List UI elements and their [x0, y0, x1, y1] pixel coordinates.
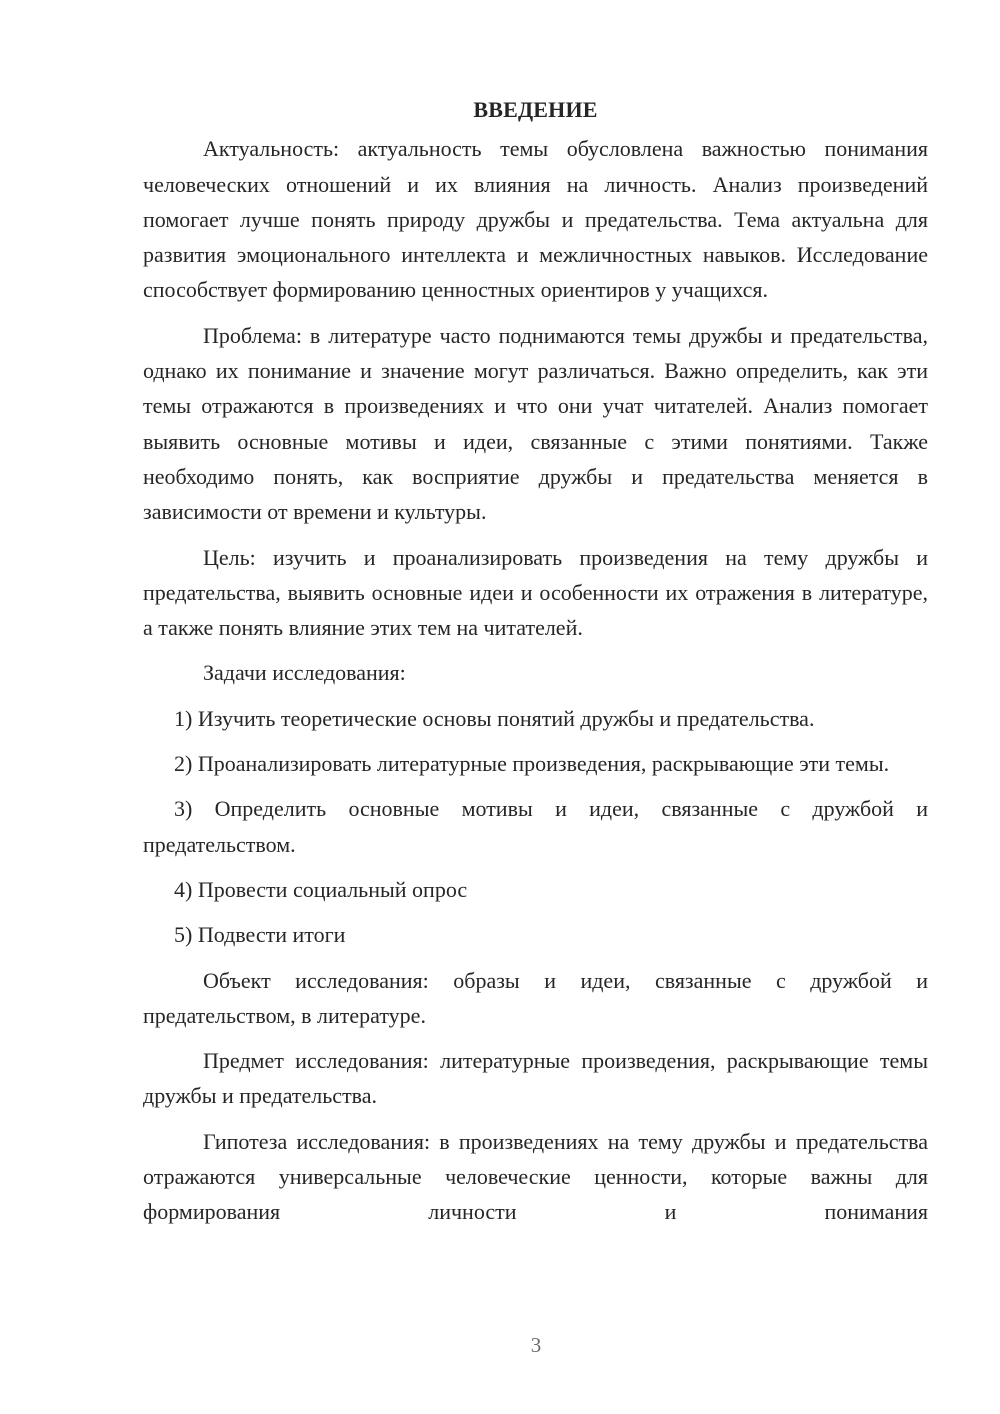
goal-paragraph: Цель: изучить и проанализировать произведения на тему дружбы и предательства, выявить основные идеи и особенности их отражения в литературе, а также понять влияние этих тем на читателей. — [143, 544, 928, 641]
page-content — [143, 92, 928, 1240]
relevance-paragraph: Актуальность: актуальность темы обусловлена важностью понимания человеческих отношений и их влияния на личность. Анализ произведений помогает лучше понять природу дружбы и предательства. Тема актуальна для развития эмоционального интеллекта и межличностных навыков. Исследование способствует формированию ценностных ориентиров у учащихся. — [143, 136, 928, 303]
task-item-2: 2) Проанализировать литературные произведения, раскрывающие эти темы. — [174, 751, 890, 777]
task-item-5: 5) Подвести итоги — [174, 922, 346, 948]
section-title: ВВЕДЕНИЕ — [473, 97, 598, 122]
subject-paragraph: Предмет исследования: литературные произведения, раскрывающие темы дружбы и предательства. — [143, 1048, 928, 1109]
task-item-3: 3) Определить основные мотивы и идеи, связанные с дружбой и предательством. — [143, 796, 928, 857]
tasks-heading: Задачи исследования: — [203, 660, 406, 686]
task-item-1: 1) Изучить теоретические основы понятий дружбы и предательства. — [174, 705, 815, 731]
problem-paragraph: Проблема: в литературе часто поднимаются темы дружбы и предательства, однако их понимание и значение могут различаться. Важно определить, как эти темы отражаются в произведениях и что они учат читателей. Анализ помогает выявить основные мотивы и идеи, связанные с этими понятиями. Также необходимо понять, как восприятие дружбы и предательства меняется в зависимости от времени и культуры. — [143, 322, 928, 525]
object-paragraph: Объект исследования: образы и идеи, связанные с дружбой и предательством, в литературе. — [143, 967, 928, 1028]
task-item-4: 4) Провести социальный опрос — [174, 876, 468, 902]
hypothesis-paragraph: Гипотеза исследования: в произведениях на тему дружбы и предательства отражаются универсальные человеческие ценности, которые важны для формирования личности и понимания — [143, 1128, 928, 1225]
page-number: 3 — [530, 1333, 542, 1357]
